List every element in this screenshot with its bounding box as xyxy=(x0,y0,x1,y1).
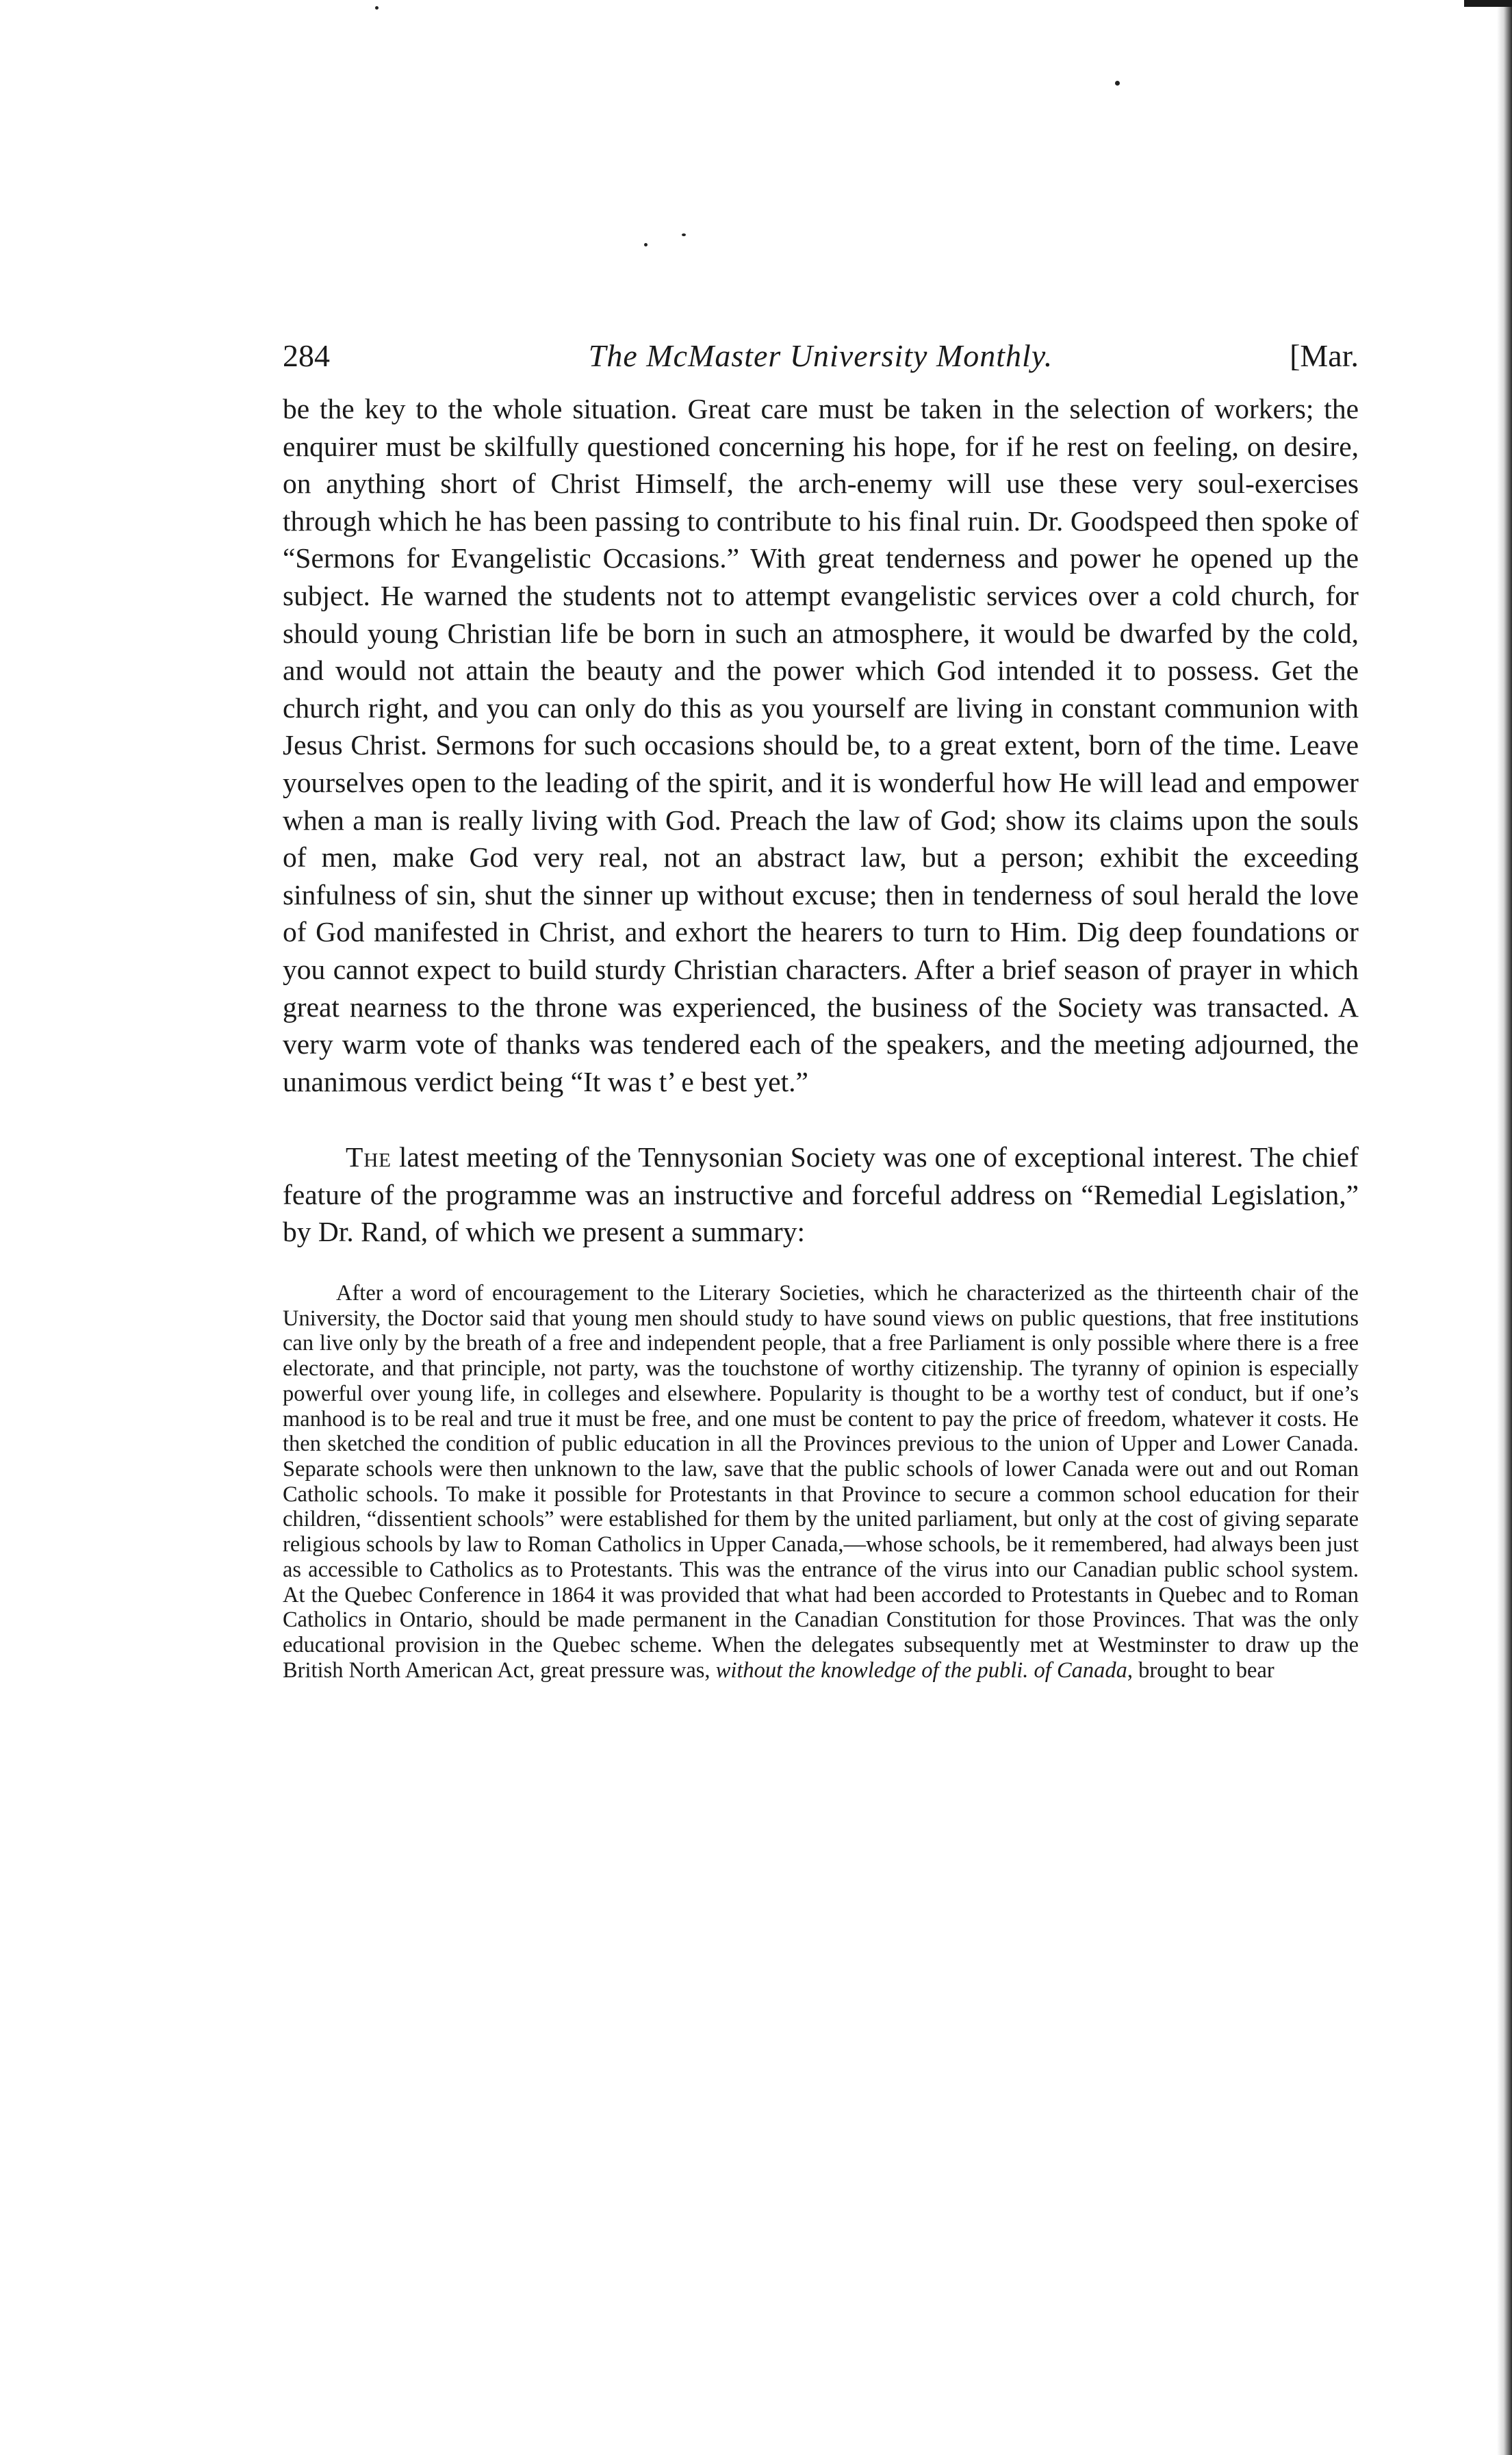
scan-speck xyxy=(375,6,379,10)
running-head xyxy=(283,329,1359,383)
scan-speck xyxy=(1115,81,1120,86)
issue-month: [Mar. xyxy=(1290,338,1359,373)
page-content xyxy=(283,329,1359,1683)
page-number: 284 xyxy=(283,338,330,373)
paragraph-tennysonian xyxy=(283,1139,1359,1251)
scan-speck xyxy=(682,233,686,236)
page-edge-corner xyxy=(1464,0,1512,7)
summary-text: After a word of encouragement to the Literary Societies, which he characterized as the thirteenth chair of the University, the Doctor said that young men should study to have sound views on public questions, that free institutions can live only by the breath of a free and independent people, that a free Parliament is only possible where there is a free electorate, and that principle, not party, was the touchstone of worthy citizenship. The tyranny of opinion is especially powerful over young life, in colleges and elsewhere. Popularity is thought to be a worthy test of conduct, but if one’s manhood is to be real and true it must be free, and one must be content to pay the price of freedom, whatever it costs. He then sketched the condition of public education in all the Provinces previous to the union of Upper and Lower Canada. Separate schools were then unknown to the law, save that the public schools of lower Canada were out and out Roman Catholic schools. To make it possible for Protestants in that Province to secure a common school education for their children, “dissentient schools” were established for them by the united parliament, but only at the cost of giving separate religious schools by law to Roman Catholics in Upper Canada,—whose schools, be it remembered, had always been just as accessible to Catholics as to Protestants. This was the entrance of the virus into our Canadian public school system. At the Quebec Conference in 1864 it was provided that what had been accorded to Protestants in Quebec and to Roman Catholics in Ontario, should be made permanent in the Canadian Constitution for those Provinces. That was the only educational provision in the Quebec scheme. When the delegates subsequently met at Westminster to draw up the British North American Act, great pressure was, xyxy=(283,1281,1359,1683)
journal-title: The McMaster University Monthly. xyxy=(588,338,1053,373)
summary-text-end: , brought to bear xyxy=(1127,1657,1274,1683)
paragraph-lead-word: The xyxy=(346,1141,392,1173)
page-edge-shadow xyxy=(1497,0,1512,2455)
article-body xyxy=(283,390,1359,1251)
summary-italic-phrase: without the knowledge of the publi. of Canada xyxy=(715,1657,1127,1683)
paragraph-text: latest meeting of the Tennysonian Society was one of exceptional interest. The chief feature of the programme was an instructive and forceful address on “Remedial Legislation,” by Dr. Rand, of which we present a summary: xyxy=(283,1141,1359,1248)
address-summary xyxy=(283,1281,1359,1683)
scan-speck xyxy=(644,243,648,246)
paragraph-continued: be the key to the whole situation. Great care must be taken in the selection of workers; the enquirer must be skilfully questioned concerning his hope, for if he rest on feeling, on desire, on anything short of Christ Himself, the arch-enemy will use these very soul-exercises through which he has been passing to contribute to his final ruin. Dr. Goodspeed then spoke of “Sermons for Evangelistic Occasions.” With great tenderness and power he opened up the subject. He warned the students not to attempt evangelistic services over a cold church, for should young Christian life be born in such an atmosphere, it would be dwarfed by the cold, and would not attain the beauty and the power which God intended it to possess. Get the church right, and you can only do this as you yourself are living in constant communion with Jesus Christ. Sermons for such occasions should be, to a great extent, born of the time. Leave yourselves open to the leading of the spirit, and it is wonderful how He will lead and empower when a man is really living with God. Preach the law of God; show its claims upon the souls of men, make God very real, not an abstract law, but a person; exhibit the exceeding sinfulness of sin, shut the sinner up without excuse; then in tenderness of soul herald the love of God manifested in Christ, and exhort the hearers to turn to Him. Dig deep foundations or you cannot expect to build sturdy Christian characters. After a brief season of prayer in which great nearness to the throne was experienced, the business of the Society was transacted. A very warm vote of thanks was tendered each of the speakers, and the meeting adjourned, the unanimous verdict being “It was t’ e best yet.” xyxy=(283,393,1359,1097)
